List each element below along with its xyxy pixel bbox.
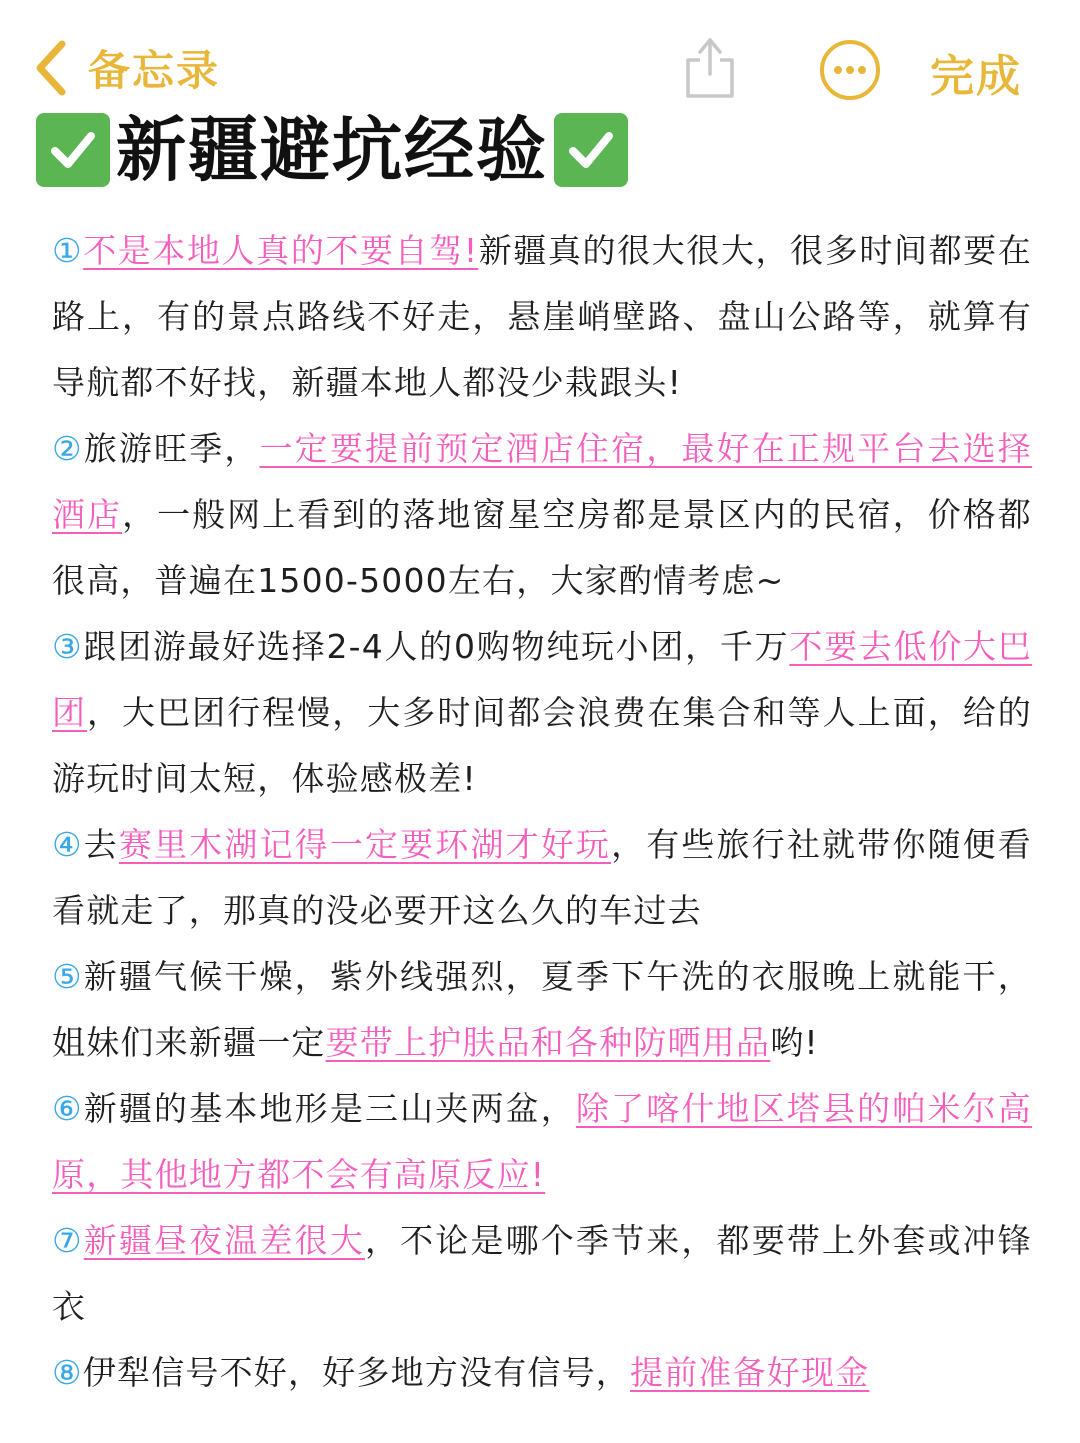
list-item [52,812,1032,944]
list-item [52,1208,1032,1340]
chevron-left-icon [32,38,72,98]
highlighted-text: 赛里木湖记得一定要环湖才好玩 [118,825,612,864]
highlighted-text: 要带上护肤品和各种防晒用品 [325,1023,771,1062]
highlighted-text: 提前准备好现金 [630,1353,870,1392]
body-text: 哟! [770,1023,819,1062]
item-number: ① [52,231,84,270]
body-text: ，有些旅行社就带你随便看看就走了，那真的没必要开这么久的车过去 [52,825,1032,930]
list-item [52,218,1032,416]
body-text: ，不论是哪个季节来，都要带上外套或冲锋衣 [52,1221,1032,1326]
more-options-button[interactable] [818,38,882,102]
highlighted-text: 新疆昼夜温差很大 [83,1221,365,1260]
back-button[interactable] [32,36,220,100]
done-button[interactable]: 完成 [930,51,1022,102]
body-text: 旅游旺季， [83,429,260,468]
body-text: 去 [83,825,119,864]
list-item [52,1076,1032,1208]
highlighted-text: 不要去低价大巴团 [52,627,1032,732]
body-text: 新疆气候干燥，紫外线强烈，夏季下午洗的衣服晚上就能干，姐妹们来新疆一定 [52,957,1032,1062]
list-item [52,614,1032,812]
item-number: ④ [52,825,84,864]
title-text: 新疆避坑经验 [116,109,548,191]
list-item [52,1340,1032,1406]
check-mark-icon [554,113,628,187]
item-number: ⑧ [52,1353,83,1392]
highlighted-text: 除了喀什地区塔县的帕米尔高原，其他地方都不会有高原反应! [52,1089,1032,1194]
back-label: 备忘录 [88,46,221,95]
note-body[interactable] [52,218,1032,1406]
list-item [52,416,1032,614]
body-text: 跟团游最好选择2-4人的0购物纯玩小团，千万 [83,627,790,666]
body-text: 新疆的基本地形是三山夹两盆， [83,1089,576,1128]
share-icon [680,30,740,102]
item-number: ⑦ [52,1221,84,1260]
highlighted-text: 不是本地人真的不要自驾! [83,231,479,270]
list-item [52,944,1032,1076]
note-title [36,108,628,192]
check-mark-icon [36,113,110,187]
ellipsis-circle-icon [818,38,882,102]
body-text: 伊犁信号不好，好多地方没有信号， [82,1353,630,1392]
item-number: ⑥ [52,1089,84,1128]
body-text: 新疆真的很大很大，很多时间都要在路上，有的景点路线不好走，悬崖峭壁路、盘山公路等，就算有导航都不好找，新疆本地人都没少栽跟头! [52,231,1032,402]
item-number: ⑤ [52,957,84,996]
highlighted-text: 一定要提前预定酒店住宿，最好在正规平台去选择酒店 [52,429,1032,534]
body-text: ，大巴团行程慢，大多时间都会浪费在集合和等人上面，给的游玩时间太短，体验感极差! [52,693,1032,798]
item-number: ② [52,429,84,468]
body-text: ，一般网上看到的落地窗星空房都是景区内的民宿，价格都很高，普遍在1500-5000左右，大家酌情考虑~ [52,495,1032,600]
share-button[interactable] [680,30,740,102]
item-number: ③ [52,627,84,666]
